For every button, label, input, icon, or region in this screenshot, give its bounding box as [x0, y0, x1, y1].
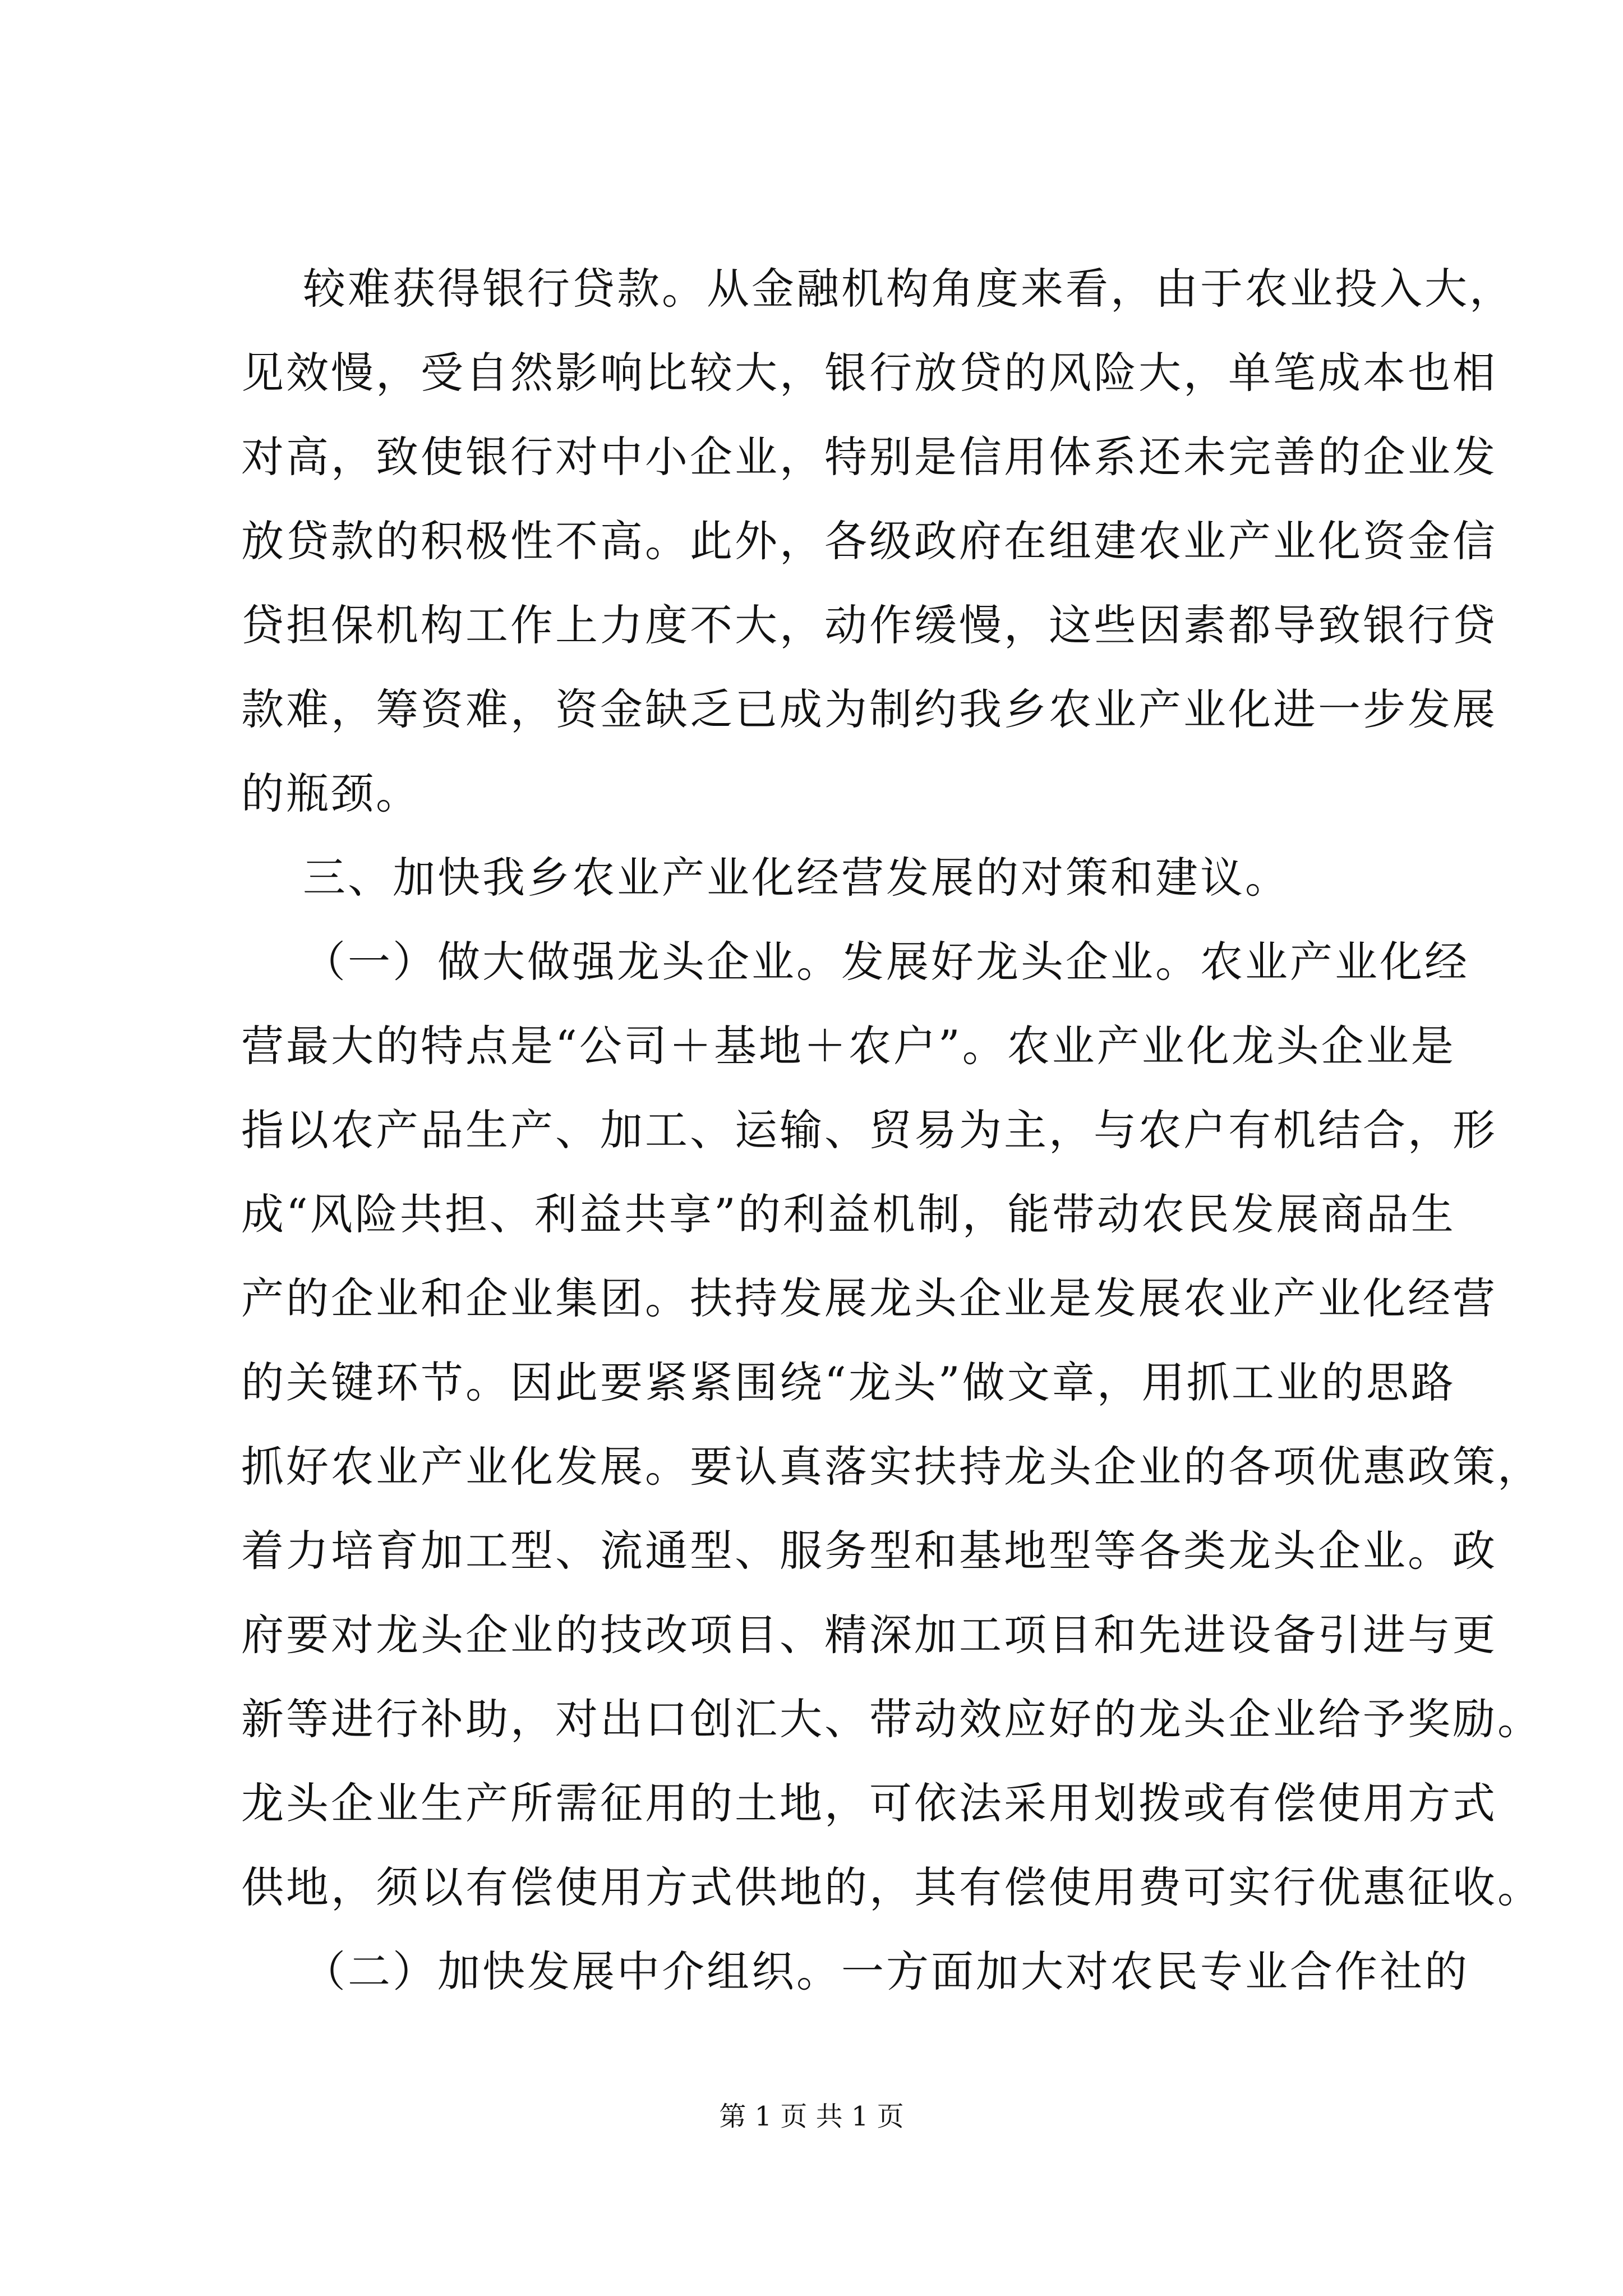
text-line: 府要对龙头企业的技改项目、精深加工项目和先进设备引进与更 — [241, 1610, 1497, 1660]
text-line: 成“风险共担、利益共享”的利益机制，能带动农民发展商品生 — [241, 1189, 1456, 1239]
subsection-heading: （二）加快发展中介组织。一方面加大对农民专业合作社的 — [303, 1947, 1469, 1996]
text-line: 见效慢，受自然影响比较大，银行放贷的风险大，单笔成本也相 — [241, 348, 1497, 398]
text-line: 款难，筹资难，资金缺乏已成为制约我乡农业产业化进一步发展 — [241, 684, 1497, 734]
text-line: 指以农产品生产、加工、运输、贸易为主，与农户有机结合，形 — [241, 1105, 1497, 1155]
subsection-heading: （一）做大做强龙头企业。发展好龙头企业。农业产业化经 — [303, 937, 1469, 987]
text-line: 的关键环节。因此要紧紧围绕“龙头”做文章，用抓工业的思路 — [241, 1358, 1456, 1407]
text-line: 新等进行补助，对出口创汇大、带动效应好的龙头企业给予奖励。 — [241, 1694, 1542, 1744]
text-line: 放贷款的积极性不高。此外，各级政府在组建农业产业化资金信 — [241, 516, 1497, 566]
text-line: 产的企业和企业集团。扶持发展龙头企业是发展农业产业化经营 — [241, 1273, 1497, 1323]
text-line: 抓好农业产业化发展。要认真落实扶持龙头企业的各项优惠政策， — [241, 1442, 1542, 1492]
text-line: 供地，须以有偿使用方式供地的，其有偿使用费可实行优惠征收。 — [241, 1862, 1542, 1912]
text-line: 龙头企业生产所需征用的土地，可依法采用划拨或有偿使用方式 — [241, 1778, 1497, 1828]
text-line: 较难获得银行贷款。从金融机构角度来看，由于农业投入大， — [303, 264, 1514, 314]
page-footer — [0, 2097, 1623, 2136]
text-line: 着力培育加工型、流通型、服务型和基地型等各类龙头企业。政 — [241, 1526, 1497, 1576]
page-number-label: 第 1 页 共 1 页 — [719, 2101, 904, 2132]
text-line: 对高，致使银行对中小企业，特别是信用体系还未完善的企业发 — [241, 432, 1497, 482]
text-line: 营最大的特点是“公司＋基地＋农户”。农业产业化龙头企业是 — [241, 1021, 1456, 1071]
text-line: 贷担保机构工作上力度不大，动作缓慢，这些因素都导致银行贷 — [241, 600, 1497, 650]
section-heading: 三、加快我乡农业产业化经营发展的对策和建议。 — [303, 853, 1290, 903]
text-line: 的瓶颈。 — [241, 769, 421, 818]
